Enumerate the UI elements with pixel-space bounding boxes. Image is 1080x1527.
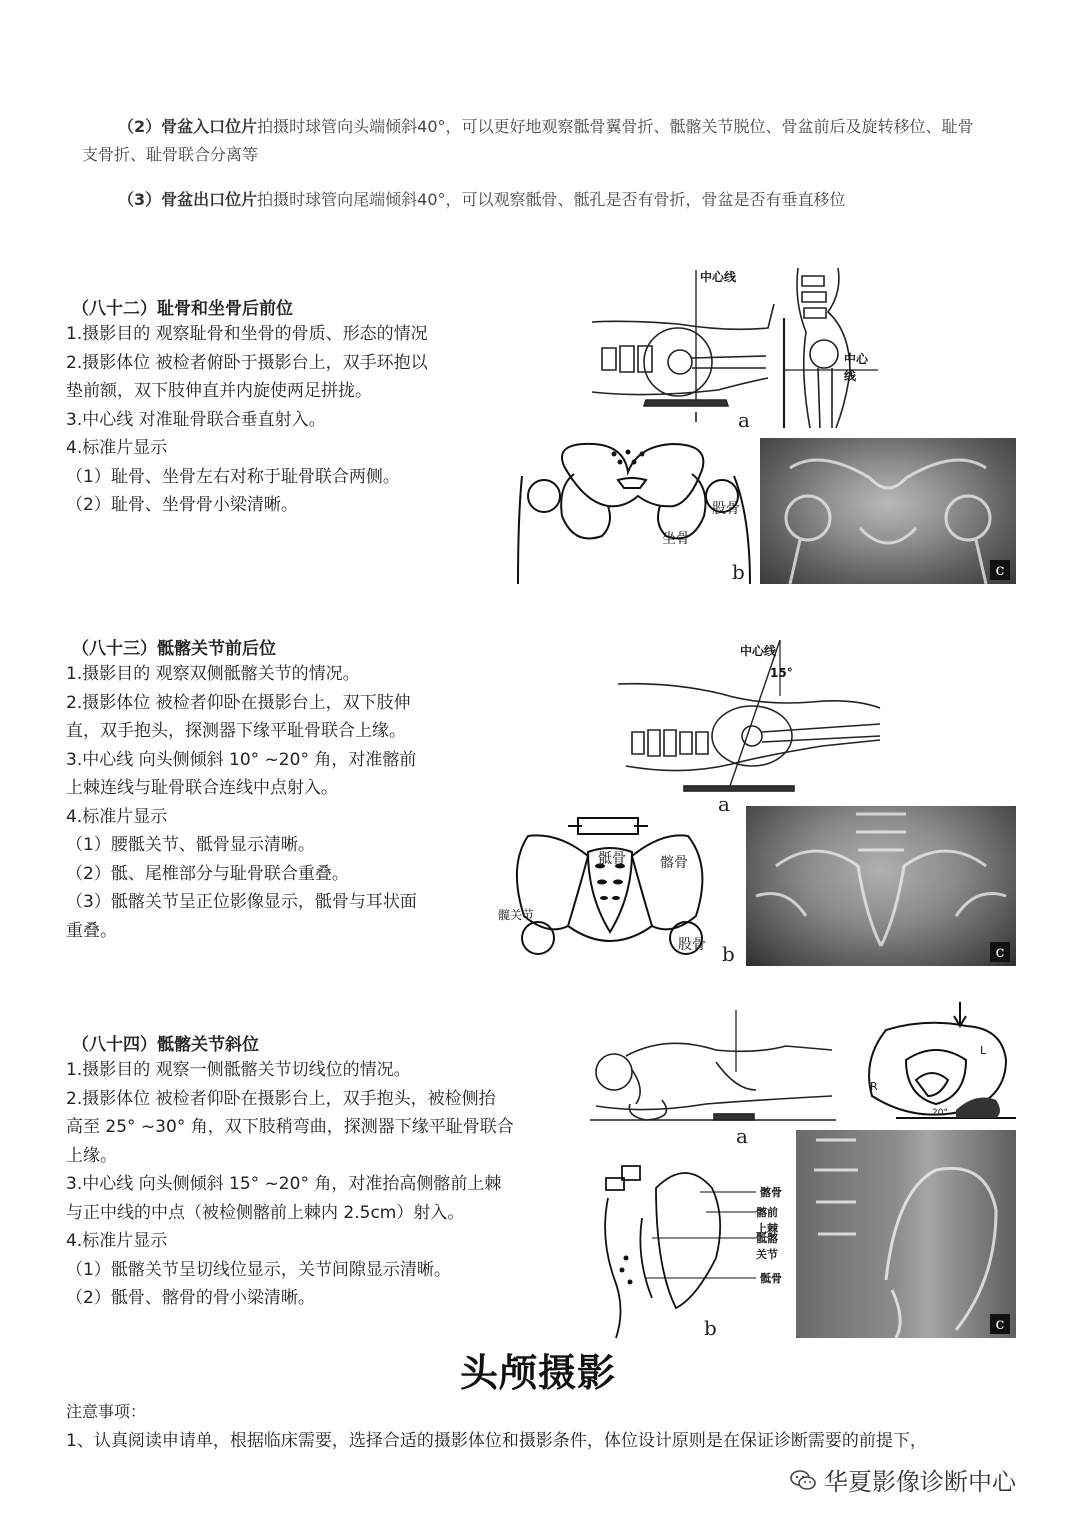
section-83-body — [66, 660, 417, 945]
sacrum-label: 骶骨 — [598, 851, 626, 867]
ischium-label: 坐骨 — [662, 531, 690, 547]
figure-label-a: a — [736, 1124, 748, 1148]
intro-p3-text: 拍摄时球管向尾端倾斜40°，可以观察骶骨、骶孔是否有骨折，骨盆是否有垂直移位 — [257, 190, 846, 209]
section-82-line: 3.中心线 对准耻骨联合垂直射入。 — [66, 409, 326, 430]
pelvis-xray-image — [760, 438, 1016, 584]
intro-p3-lead: （3）骨盆出口位片 — [118, 190, 258, 209]
section-82-line: 2.摄影体位 被检者俯卧于摄影台上，双手环抱以 — [66, 352, 428, 373]
section-83-line: 直，双手抱头，探测器下缘平耻骨联合上缘。 — [66, 721, 406, 741]
section-83-line: 1.摄影目的 观察双侧骶髂关节的情况。 — [66, 664, 360, 684]
figure-label-c: c — [990, 942, 1010, 962]
footer-brand-name: 华夏影像诊断中心 — [824, 1468, 1016, 1496]
section-84-line: 4.标准片显示 — [66, 1231, 168, 1251]
section-83-title: （八十三）骶髂关节前后位 — [72, 639, 276, 659]
footer-watermark — [790, 1462, 1016, 1497]
section-84-xray — [796, 1130, 1016, 1338]
center-line-label: 中心线 — [740, 644, 777, 658]
section-82-line: 4.标准片显示 — [66, 438, 168, 458]
wechat-icon — [790, 1469, 816, 1491]
section-84-figure-b — [596, 1158, 786, 1340]
femur-label: 股骨 — [712, 501, 740, 517]
figure-label-b: b — [704, 1316, 717, 1340]
section-84-line: （2）骶骨、髂骨的骨小梁清晰。 — [66, 1288, 315, 1308]
section-83-line: 重叠。 — [66, 920, 117, 941]
section-83-line: 2.摄影体位 被检者仰卧在摄影台上，双下肢伸 — [66, 692, 411, 713]
femur-label: 股骨 — [678, 937, 706, 953]
figure-label-c: c — [990, 560, 1010, 580]
intro-p2-text: 拍摄时球管向头端倾斜40°，可以更好地观察骶骨翼骨折、骶髂关节脱位、骨盆前后及旋转移位、耻骨 — [257, 117, 974, 136]
intro-p2-text-2: 支骨折、耻骨联合分离等 — [82, 145, 259, 164]
asis-label: 髂前上棘 — [756, 1206, 778, 1235]
center-line-label: 中心线 — [700, 270, 737, 284]
intro-p2-lead: （2）骨盆入口位片 — [118, 117, 258, 136]
sacrum-label: 骶骨 — [760, 1272, 782, 1285]
section-83-xray — [746, 806, 1016, 966]
figure-label-c: c — [990, 1314, 1010, 1334]
section-84-line: 2.摄影体位 被检者仰卧在摄影台上，双手抱头，被检侧抬 — [66, 1088, 496, 1109]
figure-label-b: b — [732, 560, 745, 584]
left-label: L — [980, 1044, 987, 1057]
angle-label: 15° — [770, 666, 793, 680]
section-82-line: （2）耻骨、坐骨骨小梁清晰。 — [66, 495, 298, 515]
section-84-title: （八十四）骶髂关节斜位 — [72, 1035, 259, 1055]
notice-line-1: 1、认真阅读申请单，根据临床需要，选择合适的摄影体位和摄影条件，体位设计原则是在保证诊断需要的前提下， — [66, 1431, 927, 1451]
section-82-body — [66, 320, 428, 520]
hip-joint-label: 髋关节 — [498, 908, 535, 922]
ilium-label: 髂骨 — [760, 1186, 782, 1199]
figure-label-b: b — [722, 942, 735, 966]
center-line-label: 中心线 — [844, 352, 869, 383]
angle-label: 20° — [932, 1108, 948, 1118]
section-84-body — [66, 1056, 514, 1313]
section-82-xray — [760, 438, 1016, 584]
intro-paragraph-2 — [82, 113, 1022, 169]
section-84-line: 1.摄影目的 观察一侧骶髂关节切线位的情况。 — [66, 1060, 411, 1080]
intro-paragraph-3 — [82, 186, 1022, 214]
section-82-line: （1）耻骨、坐骨左右对称于耻骨联合两侧。 — [66, 466, 400, 487]
prone-position-diagram — [588, 262, 878, 432]
section-83-figure-b — [498, 806, 744, 964]
notice-label: 注意事项： — [66, 1402, 147, 1421]
figure-label-a: a — [718, 792, 730, 816]
skull-section-title: 头颅摄影 — [460, 1351, 617, 1395]
sacroiliac-outline-drawing — [498, 806, 744, 964]
oblique-position-diagram — [586, 1010, 836, 1146]
right-label: R — [870, 1080, 878, 1093]
section-82-figure-b — [514, 436, 754, 584]
supine-position-diagram — [612, 636, 882, 816]
figure-label-a: a — [738, 408, 750, 432]
section-84-line: 高至 25° ~30° 角，双下肢稍弯曲，探测器下缘平耻骨联合 — [66, 1117, 514, 1137]
section-84-figure-a-right — [856, 1000, 1024, 1126]
section-83-line: 4.标准片显示 — [66, 806, 168, 827]
section-83-line: （2）骶、尾椎部分与耻骨联合重叠。 — [66, 863, 349, 884]
section-82-figure-a — [588, 262, 878, 432]
section-84-line: 3.中心线 向头侧倾斜 15° ~20° 角，对准抬高侧髂前上棘 — [66, 1174, 502, 1194]
section-84-line: （1）骶髂关节呈切线位显示，关节间隙显示清晰。 — [66, 1259, 451, 1280]
section-83-line: 3.中心线 向头侧倾斜 10° ~20° 角，对准髂前 — [66, 749, 417, 770]
section-83-line: 上棘连线与耻骨联合连线中点射入。 — [66, 778, 338, 798]
section-84-line: 上缘。 — [66, 1145, 117, 1166]
section-82-title: （八十二）耻骨和坐骨后前位 — [72, 299, 293, 319]
section-83-line: （3）骶髂关节呈正位影像显示，骶骨与耳状面 — [66, 892, 417, 912]
si-joint-label: 骶髂关节 — [756, 1232, 778, 1261]
section-83-figure-a — [612, 636, 882, 816]
sacroiliac-xray-image — [746, 806, 1016, 966]
ilium-label: 髂骨 — [660, 855, 688, 871]
section-84-line: 与正中线的中点（被检侧髂前上棘内 2.5cm）射入。 — [66, 1202, 465, 1223]
section-82-line: 1.摄影目的 观察耻骨和坐骨的骨质、形态的情况 — [66, 324, 428, 344]
section-84-figure-a — [586, 1010, 836, 1146]
section-82-line: 垫前额，双下肢伸直并内旋使两足拼拢。 — [66, 381, 372, 401]
oblique-xray-image — [796, 1130, 1016, 1338]
section-83-line: （1）腰骶关节、骶骨显示清晰。 — [66, 835, 315, 855]
